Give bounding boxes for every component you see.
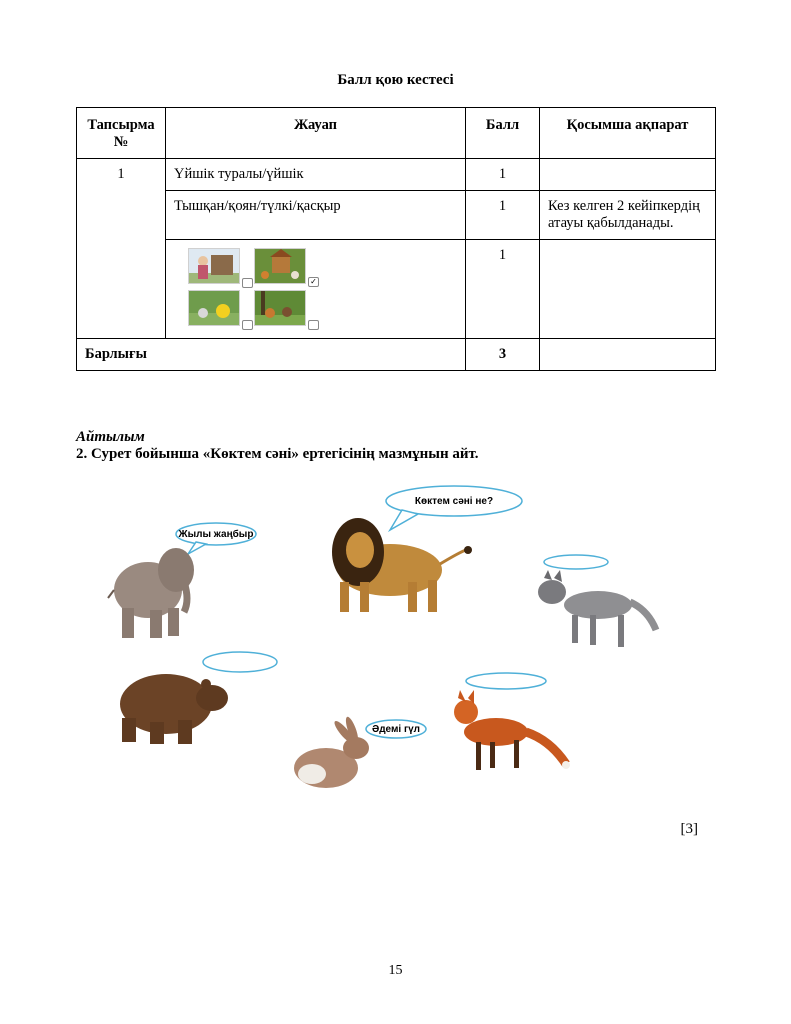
elephant-image: [108, 548, 194, 638]
info-cell: Кез келген 2 кейіпкердің атауы қабылданады.: [540, 191, 716, 240]
bear-speech-bubble: [203, 652, 277, 672]
fox-speech-bubble: [466, 673, 546, 689]
answer-cell: Үйшік туралы/үйшік: [166, 159, 466, 191]
elephant-speech-bubble: [176, 523, 256, 554]
total-row: [77, 339, 716, 371]
wolf-speech-bubble: [544, 555, 608, 569]
task-number-cell: 1: [77, 159, 166, 339]
task-text: 2. Сурет бойынша «Көктем сәні» ертегісінің мазмұнын айт.: [76, 446, 479, 462]
rabbit-image: [294, 715, 369, 788]
animals-at-house-image: [254, 248, 306, 284]
total-score: 3: [466, 339, 540, 371]
section-title: Айтылым: [76, 429, 145, 445]
option-checkbox-checked[interactable]: ✓: [308, 277, 319, 287]
lion-image: [332, 518, 472, 612]
fox-image: [454, 690, 570, 770]
table-title: Балл қою кестесі: [337, 72, 454, 88]
option-checkbox[interactable]: [242, 320, 253, 330]
page-number: 15: [388, 963, 403, 978]
info-cell: [540, 240, 716, 339]
bun-in-forest-image: [188, 290, 240, 326]
header-info: Қосымша ақпарат: [540, 108, 716, 159]
header-task: Тапсырма №: [77, 108, 166, 159]
table-row: [77, 159, 716, 191]
total-label: Барлығы: [77, 339, 466, 371]
score-cell: 1: [466, 191, 540, 240]
image-answer-cell: [166, 240, 466, 339]
rabbit-bubble-text: Әдемі гүл: [371, 724, 421, 735]
rabbit-speech-bubble: [366, 720, 426, 738]
answer-cell: Тышқан/қоян/түлкі/қасқыр: [166, 191, 466, 240]
table-row: [77, 191, 716, 240]
elephant-bubble-text: Жылы жаңбыр: [178, 529, 254, 540]
animals-scene: [0, 470, 791, 810]
option-checkbox[interactable]: [308, 320, 319, 330]
lion-speech-bubble: [386, 486, 522, 530]
score-cell: 1: [466, 240, 540, 339]
table-header-row: [77, 108, 716, 159]
image-choices: [174, 247, 334, 331]
points-mark: [3]: [680, 821, 698, 837]
bear-image: [120, 674, 228, 744]
header-score: Балл: [466, 108, 540, 159]
header-answer: Жауап: [166, 108, 466, 159]
table-row: [77, 240, 716, 339]
wolf-image: [538, 570, 656, 647]
scoring-table: [76, 107, 716, 371]
total-info: [540, 339, 716, 371]
animals-in-woods-image: [254, 290, 306, 326]
score-cell: 1: [466, 159, 540, 191]
info-cell: [540, 159, 716, 191]
option-checkbox[interactable]: [242, 278, 253, 288]
girl-and-bear-image: [188, 248, 240, 284]
lion-bubble-text: Көктем сәні не?: [414, 496, 494, 507]
